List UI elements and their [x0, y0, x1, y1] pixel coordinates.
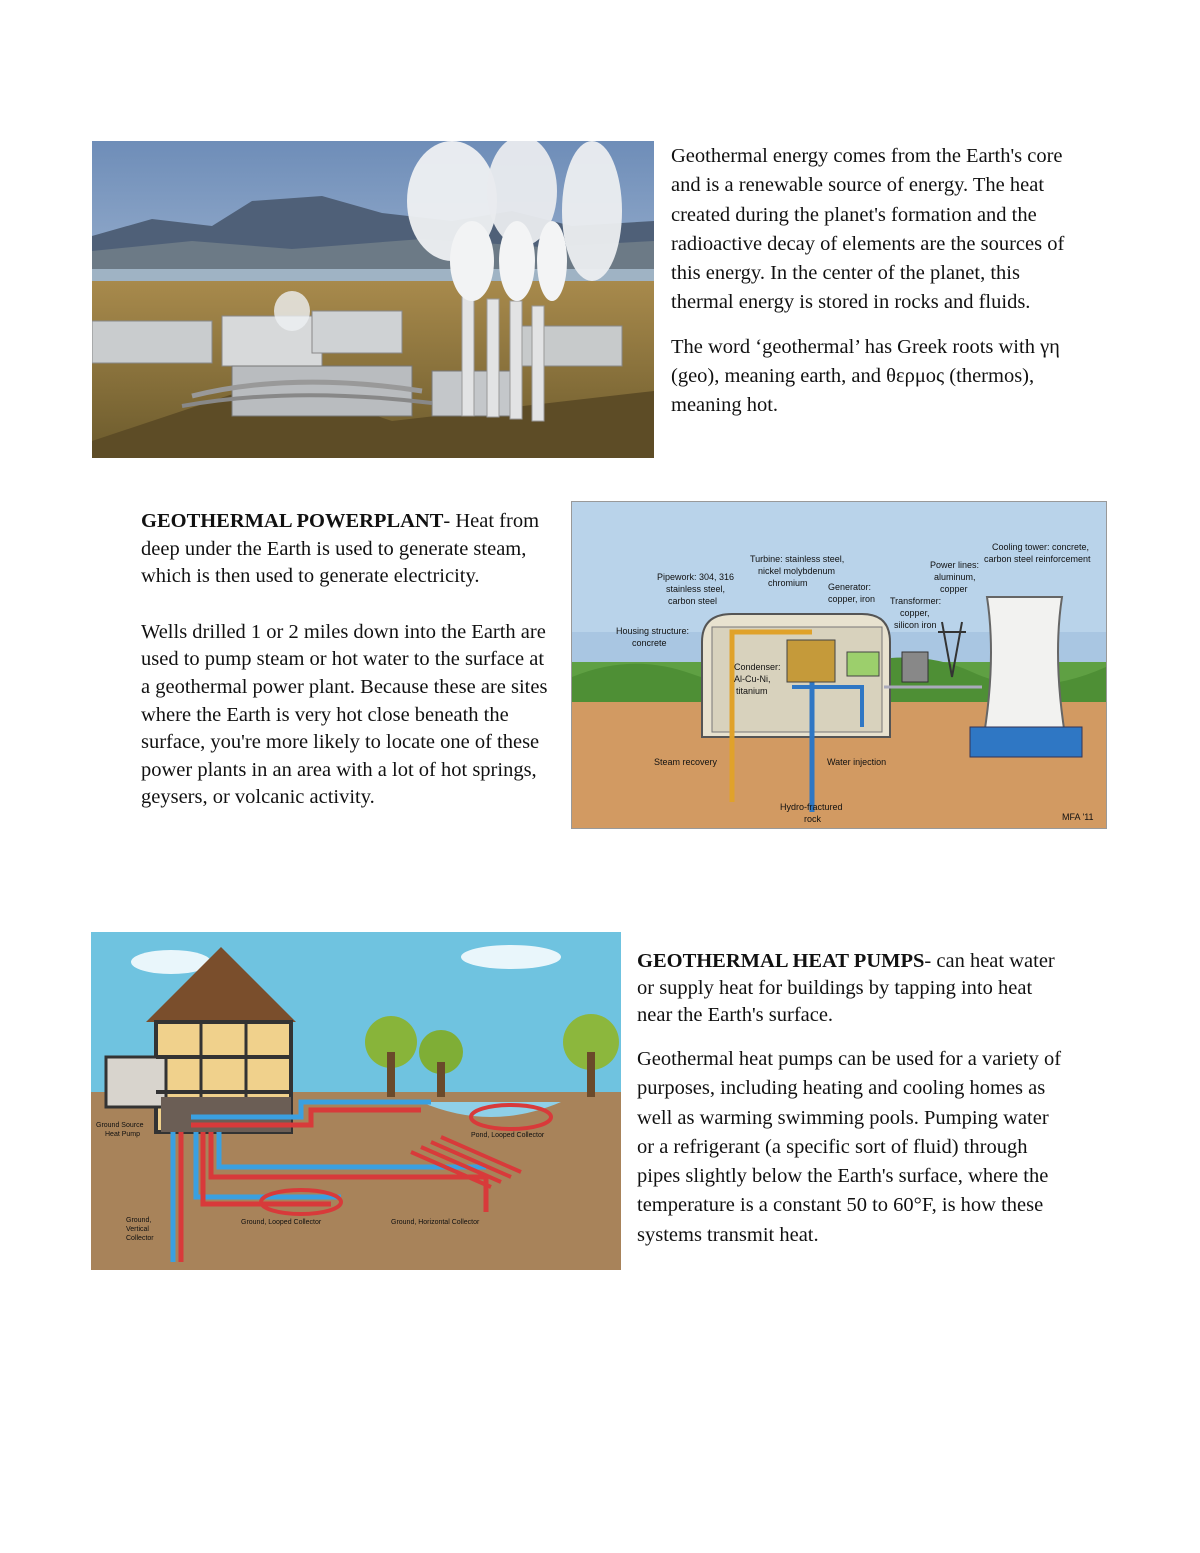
label-power-lines: Power lines:: [930, 560, 980, 570]
label-pipework-3: carbon steel: [668, 596, 718, 606]
label-transformer-2: copper,: [900, 608, 930, 618]
powerplant-lead: - Heat from deep under the Earth is used to generate steam, which is then used to generate electricity.: [141, 510, 540, 588]
label-turbine-3: chromium: [768, 578, 808, 588]
label-housing-2: concrete: [632, 638, 667, 648]
label-condenser-2: Al-Cu-Ni,: [734, 674, 771, 684]
label-condenser-3: titanium: [736, 686, 768, 696]
label-credit: MFA '11: [1062, 812, 1094, 822]
label-looped: Ground, Looped Collector: [241, 1219, 322, 1226]
power-plant-diagram: [571, 501, 1107, 829]
label-vertical-3: Collector: [126, 1235, 154, 1242]
label-rock: Hydro-fractured: [780, 802, 843, 812]
powerplant-section: [141, 508, 549, 812]
label-steam-recovery: Steam recovery: [654, 757, 718, 767]
powerplant-intro: [141, 508, 549, 591]
label-turbine-2: nickel molybdenum: [758, 566, 836, 576]
label-generator-2: copper, iron: [828, 594, 876, 604]
intro-text: [671, 142, 1071, 421]
label-ground-source-2: Heat Pump: [105, 1131, 141, 1138]
label-power-lines-3: copper: [940, 584, 968, 594]
label-pond: Pond, Looped Collector: [471, 1132, 545, 1139]
label-ground-source: Ground Source: [96, 1122, 144, 1129]
label-horizontal: Ground, Horizontal Collector: [391, 1219, 480, 1226]
label-power-lines-2: aluminum,: [934, 572, 976, 582]
heat-pump-diagram: [91, 932, 621, 1270]
intro-paragraph-2: The word ‘geothermal’ has Greek roots with γη (geo), meaning earth, and θερμος (thermos), meaning hot.: [671, 335, 1060, 417]
label-condenser: Condenser:: [734, 662, 781, 672]
label-water-injection: Water injection: [827, 757, 887, 767]
label-vertical-2: Vertical: [126, 1226, 149, 1233]
heatpumps-lead: - can heat water or supply heat for buildings by tapping into heat near the Earth's surface.: [637, 950, 1055, 1026]
label-cooling-tower: Cooling tower: concrete,: [992, 542, 1090, 552]
intro-paragraph-1: Geothermal energy comes from the Earth's core and is a renewable source of energy. The heat created during the planet's formation and the radioactive decay of elements are the sources of this energy. In the center of the planet, this thermal energy is stored in rocks and fluids.: [671, 145, 1065, 314]
label-generator: Generator:: [828, 582, 872, 592]
heatpumps-intro: [637, 948, 1067, 1029]
label-rock-2: rock: [804, 814, 822, 824]
label-pipework: Pipework: 304, 316: [657, 572, 735, 582]
label-housing: Housing structure:: [616, 626, 690, 636]
heatpumps-heading: GEOTHERMAL HEAT PUMPS: [637, 950, 925, 972]
label-turbine: Turbine: stainless steel,: [750, 554, 845, 564]
label-transformer: Transformer:: [890, 596, 942, 606]
label-vertical: Ground,: [126, 1217, 152, 1224]
geothermal-plant-photo: [92, 141, 654, 458]
heatpumps-section: [637, 948, 1067, 1250]
powerplant-paragraph: Wells drilled 1 or 2 miles down into the Earth are used to pump steam or hot water to the surface at a geothermal power plant. Because these are sites where the Earth is very hot close beneath the surface, you're more likely to locate one of these power plants in an area with a lot of hot springs, geysers, or volcanic activity.: [141, 620, 548, 809]
heatpumps-paragraph: Geothermal heat pumps can be used for a variety of purposes, including heating and cooling homes as well as warming swimming pools. Pumping water or a refrigerant (a specific sort of fluid) through pipes slightly below the Earth's surface, where the temperature is a constant 50 to 60°F, is how these systems transmit heat.: [637, 1048, 1062, 1246]
label-transformer-3: silicon iron: [894, 620, 937, 630]
powerplant-heading: GEOTHERMAL POWERPLANT: [141, 510, 444, 532]
label-pipework-2: stainless steel,: [666, 584, 726, 594]
label-cooling-tower-2: carbon steel reinforcement: [984, 554, 1091, 564]
